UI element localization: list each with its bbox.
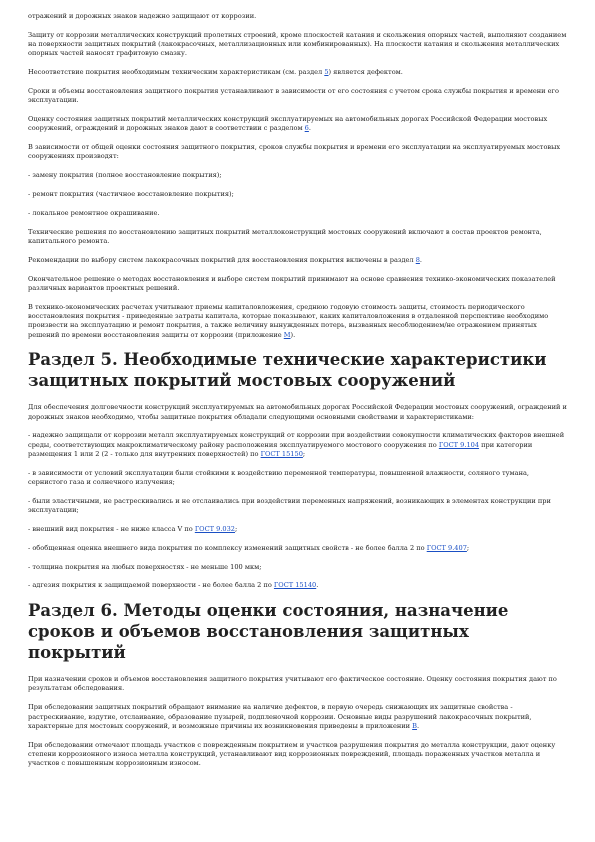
paragraph: Защиту от коррозии металлических конструкций пролетных строений, кроме плоскостей катания и скольжения опорных частей, выполняют созданием на поверхности защитных покрытий (лакокрасочных, металлизационных или комбинированных). На плоскости катания и скольжения металлических опорных частей наносят графитовую смазку. <box>28 30 567 58</box>
list-item: - адгезия покрытия к защищаемой поверхности - не более балла 2 по ГОСТ 15140. <box>28 581 319 590</box>
appendix-m-link[interactable]: М <box>283 330 291 339</box>
gost-9104-link[interactable]: ГОСТ 9.104 <box>438 440 480 449</box>
list-item: - толщина покрытия на любых поверхностях - не меньше 100 мкм; <box>28 562 262 571</box>
section-8-link[interactable]: 8 <box>415 255 420 264</box>
gost-15150-link[interactable]: ГОСТ 15150 <box>260 450 303 459</box>
paragraph: Сроки и объемы восстановления защитного покрытия устанавливают в зависимости от его состояния с учетом срока службы покрытия и времени его эксплуатации. <box>28 86 559 105</box>
paragraph: В зависимости от общей оценки состояния защитного покрытия, сроков службы покрытия и времени его эксплуатации на эксплуатируемых мостовых сооружениях производят: <box>28 143 561 161</box>
paragraph: Рекомендации по выбору систем лакокрасочных покрытий для восстановления покрытия включены в раздел 8. <box>28 255 423 264</box>
paragraph: При обследовании защитных покрытий обращают внимание на наличие дефектов, в первую очередь снижающих их защитные свойства - растрескивание, вздутие, отслаивание, образование пузырей, подпленочной коррозии. Основные виды разрушений лакокрасочных покрытий, характерные для мостовых сооружений, и возможные причины их возникновения приведены в приложении В. <box>28 703 532 730</box>
paragraph: Оценку состояния защитных покрытий металлических конструкций эксплуатируемых на автомобильных дорогах Российской Федерации мостовых сооружений, ограждений и дорожных знаков дают в соответствии с разделом 6. <box>28 115 548 133</box>
list-item: - замену покрытия (полное восстановление покрытия); <box>28 171 222 180</box>
paragraph: При обследовании отмечают площадь участков с поврежденным покрытием и участков разрушения покрытия до металла конструкции, дают оценку степени коррозионного износа металла конструкций, устанавливают вид коррозионных повреждений, площадь пораженных участков металла и участков с повышенным коррозионным износом. <box>28 740 556 768</box>
section-6-heading: Раздел 6. Методы оценки состояния, назначение сроков и объемов восстановления защитных покрытий <box>28 601 509 663</box>
paragraph: отражений и дорожных знаков надежно защищают от коррозии. <box>28 12 257 20</box>
gost-9032-link[interactable]: ГОСТ 9.032 <box>194 525 235 533</box>
document-page <box>28 12 568 778</box>
gost-9407-link[interactable]: ГОСТ 9.407 <box>426 543 467 552</box>
paragraph: Окончательное решение о методах восстановления и выборе систем покрытий принимают на основе сравнения технико-экономических показателей различных вариантов проектных решений. <box>28 274 556 292</box>
list-item: - ремонт покрытия (частичное восстановление покрытия); <box>28 190 234 199</box>
paragraph: Несоответствие покрытия необходимым техническим характеристикам (см. раздел 5) является дефектом. <box>28 68 403 77</box>
paragraph: Для обеспечения долговечности конструкций эксплуатируемых на автомобильных дорогах Российской Федерации мостовых сооружений, ограждений и дорожных знаков необходимо, чтобы защитные покрытия обладали следующими основными свойствами и характеристиками: <box>28 403 567 421</box>
list-item: - обобщенная оценка внешнего вида покрытия по комплексу изменений защитных свойств - не более балла 2 по ГОСТ 9.407; <box>28 543 470 552</box>
list-item: - внешний вид покрытия - не ниже класса V по ГОСТ 9.032; <box>28 525 238 533</box>
gost-15140-link[interactable]: ГОСТ 15140 <box>273 581 317 590</box>
list-item: - в зависимости от условий эксплуатации были стойкими к воздействию переменной температуры, повышенной влажности, соляного тумана, сернистого газа и солнечного излучения; <box>28 468 530 487</box>
list-item: - надежно защищали от коррозии металл эксплуатируемых конструкций от коррозии при воздействии совокупности климатических факторов внешней среды, соответствующих макроклиматическому району расположения эксплуатируемого мостового сооружения по ГОСТ 9.104 при категории размещения 1 или 2 (2 - только для внутренних поверхностей) по ГОСТ 15150; <box>28 431 565 459</box>
appendix-v-link[interactable]: В <box>412 721 418 730</box>
paragraph: Технические решения по восстановлению защитных покрытий металлоконструкций мостовых сооружений включают в состав проектов ремонта, капитального ремонта. <box>28 227 542 245</box>
paragraph: В технико-экономических расчетах учитывают приемы капиталовложения, среднюю годовую стоимость защиты, стоимость периодического восстановления покрытия - приведенные затраты капитала, которые показывают, каких капиталовложения в отдаленной перспективе необходимо произвести на эксплуатацию и ремонт покрытия, а также величину вынужденных потерь, вызванных несоблюдением/не отражением принятых решений по времени восстановления защиты от коррозии (приложение М). <box>28 302 549 339</box>
section-5-heading: Раздел 5. Необходимые технические характеристики защитных покрытий мостовых сооружений <box>28 350 547 391</box>
paragraph: При назначении сроков и объемов восстановления защитного покрытия учитывают его фактическое состояние. Оценку состояния покрытия дают по результатам обследования. <box>28 675 557 693</box>
list-item: - были эластичными, не растрескивались и не отслаивались при воздействии переменных напряжений, возникающих в элементах конструкции при эксплуатации; <box>28 496 551 515</box>
list-item: - локальное ремонтное окрашивание. <box>28 208 160 217</box>
section-6-link[interactable]: 6 <box>304 124 309 133</box>
section-5-link[interactable]: 5 <box>324 68 329 77</box>
